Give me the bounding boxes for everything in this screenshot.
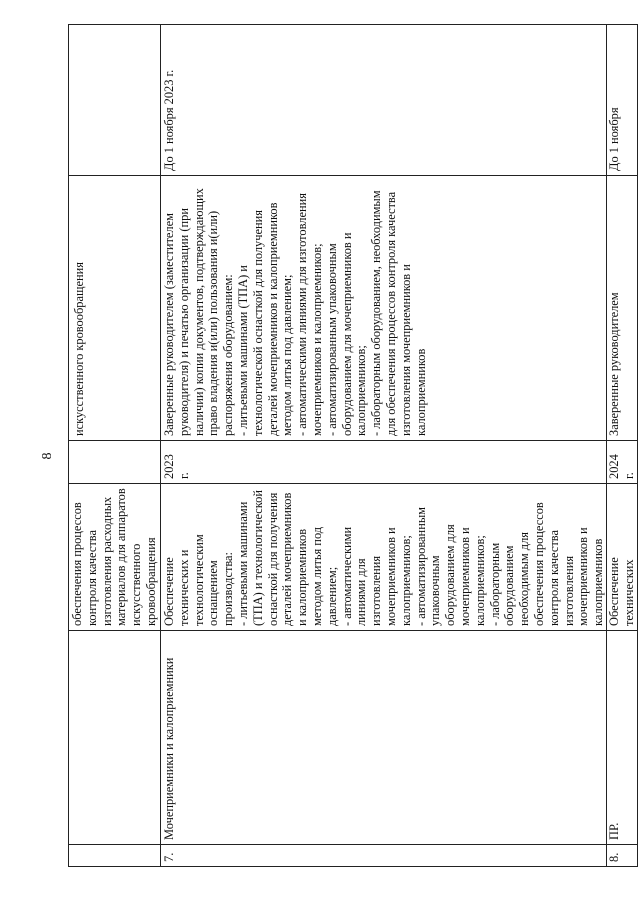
table-row	[69, 25, 161, 867]
table-row	[606, 25, 637, 867]
row-number-cell: 8.	[606, 845, 637, 867]
product-cell: ПР.	[606, 631, 637, 845]
year-cell: 2023 г.	[161, 441, 607, 484]
activity-cell: Обеспечение технических	[606, 484, 637, 631]
page-number: 8	[40, 452, 55, 460]
rotated-page-area	[68, 25, 636, 867]
product-cell: Мочеприемники и калоприемники	[161, 631, 607, 845]
requirements-table	[68, 24, 638, 867]
table-row	[161, 25, 607, 867]
rotated-table-container	[68, 25, 636, 867]
year-cell: 2024 г.	[606, 441, 637, 484]
year-cell	[69, 441, 161, 484]
deadline-cell: До 1 ноября 2023 г.	[161, 25, 607, 176]
product-cell	[69, 631, 161, 845]
deadline-cell	[69, 25, 161, 176]
deadline-cell: До 1 ноября	[606, 25, 637, 176]
row-number-cell	[69, 845, 161, 867]
activity-cell: Обеспечение технических и технологическим оснащением производства: - литьевыми машинами (ТПА) и технологической оснасткой для получения деталей мочеприемников и калоприемников методом литья под давлением; - автоматическими линиями для изготовления мочеприемников и калоприемников; - автоматизированным упаковочным оборудованием для мочеприемников и калоприемников; - лабораторным оборудованием необходимым для обеспечения процессов контроля качества изготовления мочеприемников и калоприемников	[161, 484, 607, 631]
row-number-cell: 7.	[161, 845, 607, 867]
documents-cell: Заверенные руководителем (заместителем руководителя) и печатью организации (при наличии) копии документов, подтверждающих право владения и(или) пользования и(или) распоряжения оборудованием: - литьевыми машинами (ТПА) и технологической оснасткой для получения деталей мочеприемников и калоприемников методом литья под давлением; - автоматическими линиями для изготовления мочеприемников и калоприемников; - автоматизированным упаковочным оборудованием для мочеприемников и калоприемников; - лабораторным оборудованием, необходимым для обеспечения процессов контроля качества изготовления мочеприемников и калоприемников	[161, 176, 607, 441]
documents-cell: искусственного кровообращения	[69, 176, 161, 441]
documents-cell: Заверенные руководителем	[606, 176, 637, 441]
activity-cell: обеспечения процессов контроля качества изготовления расходных материалов для аппаратов искусственного кровообращения	[69, 484, 161, 631]
